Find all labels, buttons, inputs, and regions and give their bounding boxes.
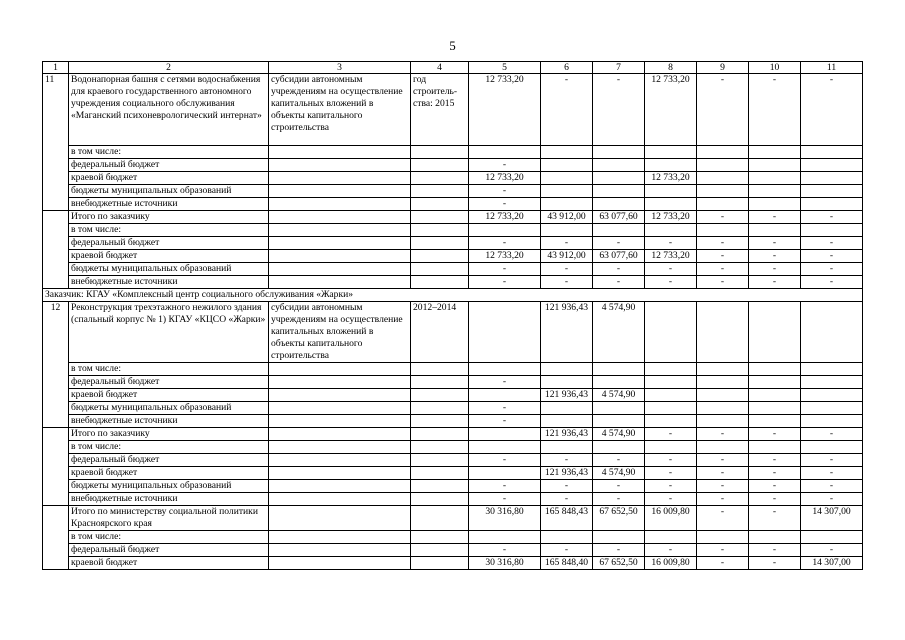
table-row [43,159,863,172]
value-cell: - [645,454,697,467]
value-cell: - [469,263,541,276]
value-cell: - [645,263,697,276]
table-row [43,389,863,402]
table-row [43,363,863,376]
value-cell: - [801,480,863,493]
value-cell: - [645,467,697,480]
value-cell: - [469,402,541,415]
column-number: 3 [269,62,411,74]
value-cell: 12 733,20 [645,211,697,224]
financing-type: субсидии автономным учреждениям на осуществление капитальных вложений в объекты капитального строительства [269,74,411,146]
section-row [43,289,863,302]
value-cell: 30 316,80 [469,557,541,570]
table-row [43,544,863,557]
row-label: в том числе: [69,224,269,237]
table-row [43,415,863,428]
table-row [43,557,863,570]
value-cell: - [469,480,541,493]
customer-heading: Заказчик: КГАУ «Комплексный центр социального обслуживания «Жарки» [43,289,863,302]
object-name: Реконструкция трехэтажного нежилого здания (спальный корпус № 1) КГАУ «КЦСО «Жарки» [69,302,269,363]
table-row [43,198,863,211]
table-row [43,185,863,198]
value-cell: 12 733,20 [645,172,697,185]
value-cell: - [749,250,801,263]
column-number: 10 [749,62,801,74]
value-cell: 30 316,80 [469,506,541,531]
value-cell: 12 733,20 [469,172,541,185]
value-cell: - [541,454,593,467]
table-row [43,376,863,389]
row-label: федеральный бюджет [69,237,269,250]
value-cell: - [697,237,749,250]
value-cell: 12 733,20 [469,250,541,263]
value-cell: - [697,454,749,467]
value-cell: - [801,276,863,289]
row-label: краевой бюджет [69,389,269,402]
value-cell: 14 307,00 [801,557,863,570]
table-row [43,74,863,146]
value-cell: - [593,276,645,289]
value-cell: - [469,376,541,389]
value-cell: - [593,263,645,276]
value-cell: - [801,454,863,467]
table-row [43,402,863,415]
value-cell: - [801,237,863,250]
row-label: Итого по заказчику [69,211,269,224]
value-cell: - [645,276,697,289]
value-cell: - [645,480,697,493]
value-cell: - [749,74,801,146]
value-cell: 67 652,50 [593,506,645,531]
row-label: краевой бюджет [69,557,269,570]
value-cell: - [697,544,749,557]
table-row [43,263,863,276]
column-number-row [43,62,863,74]
row-label: в том числе: [69,531,269,544]
table-row [43,250,863,263]
value-cell: 12 733,20 [469,211,541,224]
value-cell: 165 848,40 [541,557,593,570]
value-cell: - [469,276,541,289]
object-name: Водонапорная башня с сетями водоснабжения для краевого государственного автономного учреждения социального обслуживания «Маганский психоневрологический интернат» [69,74,269,146]
value-cell: - [749,211,801,224]
value-cell: - [801,428,863,441]
row-label: внебюджетные источники [69,198,269,211]
value-cell: - [749,544,801,557]
value-cell: - [749,506,801,531]
value-cell: - [697,557,749,570]
financing-type: субсидии автономным учреждениям на осуществление капитальных вложений в объекты капитального строительства [269,302,411,363]
value-cell: - [749,493,801,506]
row-label: бюджеты муниципальных образований [69,185,269,198]
value-cell: - [469,544,541,557]
value-cell: - [801,467,863,480]
row-label: в том числе: [69,146,269,159]
table-row [43,493,863,506]
value-cell: - [697,480,749,493]
value-cell: - [541,544,593,557]
value-cell: - [749,480,801,493]
value-cell: - [697,211,749,224]
value-cell: 121 936,43 [541,428,593,441]
budget-table [42,61,863,570]
row-label: бюджеты муниципальных образований [69,480,269,493]
row-label: бюджеты муниципальных образований [69,263,269,276]
value-cell: 4 574,90 [593,302,645,363]
value-cell: - [541,276,593,289]
value-cell: 43 912,00 [541,211,593,224]
value-cell [469,428,541,441]
total-row [43,211,863,224]
column-number: 9 [697,62,749,74]
value-cell: - [645,237,697,250]
table-row [43,531,863,544]
table-row [43,146,863,159]
value-cell: - [469,185,541,198]
value-cell: - [469,237,541,250]
value-cell: - [593,454,645,467]
value-cell: - [593,544,645,557]
row-label: краевой бюджет [69,467,269,480]
value-cell: - [593,480,645,493]
value-cell: 12 733,20 [469,74,541,146]
value-cell: - [645,544,697,557]
table-row [43,454,863,467]
table-row [43,302,863,363]
row-label: внебюджетные источники [69,493,269,506]
value-cell: - [749,467,801,480]
value-cell: 165 848,43 [541,506,593,531]
item-number: 11 [43,74,69,211]
row-label: бюджеты муниципальных образований [69,402,269,415]
value-cell: - [801,74,863,146]
value-cell: - [645,428,697,441]
total-row [43,428,863,441]
column-number: 5 [469,62,541,74]
value-cell: - [801,250,863,263]
value-cell: - [469,415,541,428]
row-label: в том числе: [69,363,269,376]
row-label: федеральный бюджет [69,454,269,467]
row-label: внебюджетные источники [69,415,269,428]
value-cell: - [697,74,749,146]
value-cell: - [541,237,593,250]
value-cell: - [469,493,541,506]
value-cell: 63 077,60 [593,250,645,263]
row-label: федеральный бюджет [69,376,269,389]
column-number: 1 [43,62,69,74]
value-cell: - [749,276,801,289]
value-cell: - [697,428,749,441]
table-row [43,467,863,480]
value-cell: - [801,544,863,557]
value-cell: - [469,454,541,467]
value-cell: 43 912,00 [541,250,593,263]
column-number: 7 [593,62,645,74]
table-row [43,224,863,237]
table-row [43,480,863,493]
value-cell: 67 652,50 [593,557,645,570]
value-cell: - [469,198,541,211]
page-number: 5 [449,38,456,53]
value-cell: 16 009,80 [645,506,697,531]
value-cell: - [541,74,593,146]
ministry-total-row [43,506,863,531]
value-cell: - [541,263,593,276]
item-number: 12 [43,302,69,428]
value-cell: - [697,493,749,506]
row-label: Итого по заказчику [69,428,269,441]
value-cell: 16 009,80 [645,557,697,570]
column-number: 4 [411,62,469,74]
value-cell: - [697,250,749,263]
value-cell: - [593,493,645,506]
row-label: краевой бюджет [69,172,269,185]
row-label: федеральный бюджет [69,544,269,557]
table-row [43,237,863,250]
value-cell: - [697,506,749,531]
value-cell: 12 733,20 [645,250,697,263]
value-cell: - [697,467,749,480]
value-cell: 4 574,90 [593,467,645,480]
value-cell: - [593,237,645,250]
value-cell: - [697,263,749,276]
value-cell: - [469,159,541,172]
value-cell: 121 936,43 [541,302,593,363]
value-cell [469,302,541,363]
value-cell: - [697,276,749,289]
value-cell: 14 307,00 [801,506,863,531]
value-cell: - [749,454,801,467]
value-cell: 63 077,60 [593,211,645,224]
value-cell: - [801,263,863,276]
table-row [43,276,863,289]
value-cell: - [541,480,593,493]
value-cell: - [749,557,801,570]
row-label: федеральный бюджет [69,159,269,172]
value-cell: - [749,237,801,250]
construction-year: год строитель-ства: 2015 [411,74,469,146]
value-cell: 121 936,43 [541,467,593,480]
column-number: 11 [801,62,863,74]
value-cell: - [801,493,863,506]
value-cell: 121 936,43 [541,389,593,402]
value-cell: - [749,428,801,441]
column-number: 8 [645,62,697,74]
value-cell: - [645,493,697,506]
row-label: краевой бюджет [69,250,269,263]
column-number: 2 [69,62,269,74]
value-cell: - [749,263,801,276]
column-number: 6 [541,62,593,74]
value-cell: - [593,74,645,146]
value-cell: - [541,493,593,506]
row-label: в том числе: [69,441,269,454]
table-row [43,441,863,454]
row-label: Итого по министерству социальной политики Красноярского края [69,506,269,531]
table-row [43,172,863,185]
value-cell: 4 574,90 [593,389,645,402]
value-cell: 4 574,90 [593,428,645,441]
row-label: внебюджетные источники [69,276,269,289]
value-cell: - [801,211,863,224]
value-cell: 12 733,20 [645,74,697,146]
construction-year: 2012–2014 [411,302,469,363]
